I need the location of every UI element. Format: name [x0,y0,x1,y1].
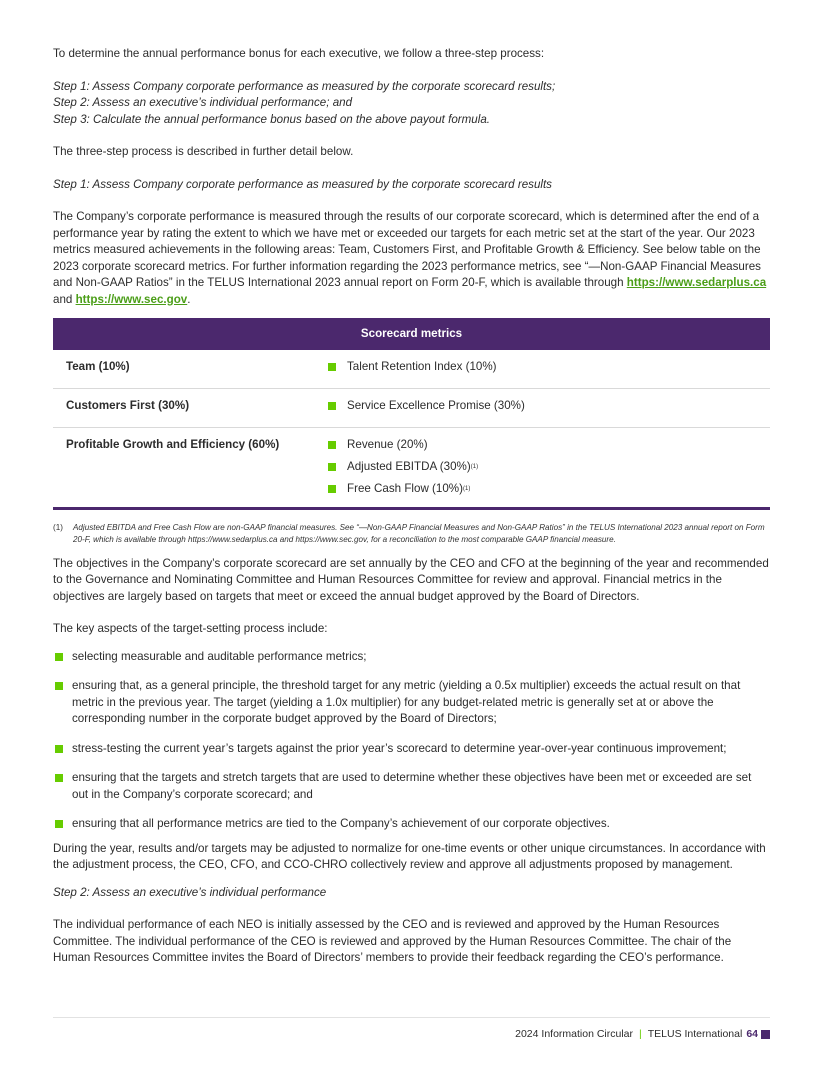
bullet-square-icon [55,774,63,782]
link-and: and [53,292,73,306]
metric-item: Adjusted EBITDA (30%) (1) [328,456,770,478]
list-item-text: stress-testing the current year’s targets against the prior year’s scorecard to determine year-over-year continuous improvement; [72,741,727,755]
list-item-text: ensuring that, as a general principle, the threshold target for any metric (yielding a 0.5x multiplier) exceeds the actual result on that metric in the previous year. The target (yielding a 1.0x multiplier) for any budget-related metric is generally set at or above the corresponding number in the corporate budget approved by the Board of Directors; [72,679,741,726]
bullet-square-icon [328,485,336,493]
key-aspects-intro: The key aspects of the target-setting process include: [53,622,328,636]
page-number: 64 [746,1028,758,1040]
list-item-text: selecting measurable and auditable performance metrics; [72,649,367,663]
footer-company: TELUS International [647,1028,743,1040]
footnote-text: Adjusted EBITDA and Free Cash Flow are non-GAAP financial measures. See “—Non-GAAP Financial Measures and Non-GAAP Ratios” in the TELUS International 2023 annual report on Form 20-F, which is available through https://www.sedarplus.ca and https://www.sec.gov, for a reconciliation to the most comparable GAAP financial measure. [73,523,765,545]
list-item [53,649,770,666]
step2-heading: Step 2: Assess an executive’s individual performance [53,885,327,899]
category-customers-first: Customers First (30%) [53,389,328,428]
link-end: . [187,292,191,306]
list-item [53,741,770,758]
metric-item: Free Cash Flow (10%) (1) [328,478,770,500]
step1-paragraph [53,209,770,308]
metric-item [328,434,770,456]
metric-label: Free Cash Flow (10%) [347,481,463,495]
adjustment-paragraph: During the year, results and/or targets may be adjusted to normalize for one-time events or other unique circumstances. In accordance with the adjustment process, the CEO, CFO, and CCO-CHRO collectively review and approve all adjustments proposed by management. [53,841,766,872]
step-3-line: Step 3: Calculate the annual performance bonus based on the above payout formula. [53,112,490,126]
step-2-line: Step 2: Assess an executive’s individual performance; and [53,96,353,109]
scorecard-header: Scorecard metrics [53,318,770,350]
category-team: Team (10%) [53,350,328,389]
list-item-text: ensuring that all performance metrics are tied to the Company’s achievement of our corporate objectives. [72,817,610,831]
step2-paragraph: The individual performance of each NEO is initially assessed by the CEO and is reviewed and approved by the Human Resources Committee. The individual performance of the CEO is reviewed and approved by the Human Resources Committee. The chair of the Human Resources Committee invites the Board of Directors’ members to provide their feedback regarding the CEO’s performance. [53,918,732,965]
bullet-square-icon [328,402,336,410]
step1-paragraph-text: The Company’s corporate performance is measured through the results of our corporate scorecard, which is determined after the end of a performance year by rating the extent to which we have met or exceeded our targets for each metric set at the start of the year. Our 2023 metrics measured achievements in the following areas: Team, Customers First, and Profitable Growth & Efficiency. See below table on the 2023 corporate scorecard metrics. For further information regarding the 2023 performance metrics, see “—Non-GAAP Financial Measures and Non-GAAP Ratios” in the TELUS International 2023 annual report on Form 20-F, which is available through [53,210,761,289]
metrics-cell [328,350,770,389]
category-profitable-growth: Profitable Growth and Efficiency (60%) [53,428,328,509]
list-item [53,816,770,833]
metric-label: Revenue (20%) [347,437,428,451]
table-row [53,389,770,428]
table-row [53,428,770,509]
metric-item [328,356,770,378]
table-row [53,350,770,389]
step-1-line: Step 1: Assess Company corporate performance as measured by the corporate scorecard results; [53,79,556,93]
bullet-square-icon [328,463,336,471]
metrics-cell [328,389,770,428]
bullet-square-icon [55,653,63,661]
key-aspects-list [53,649,770,833]
objectives-paragraph: The objectives in the Company’s corporate scorecard are set annually by the CEO and CFO at the beginning of the year and recommended to the Governance and Nominating Committee and Human Resources Committee for review and approval. Financial metrics in the objectives are largely based on targets that meet or exceed the annual budget approved by the Board of Directors. [53,556,769,603]
three-step-note: The three-step process is described in further detail below. [53,145,354,158]
page-content [53,46,770,967]
metric-label: Adjusted EBITDA (30%) [347,459,471,473]
page-footer [515,1026,770,1043]
sedar-link[interactable]: https://www.sedarplus.ca [626,276,767,289]
list-item [53,678,770,728]
page-marker-icon [761,1030,770,1039]
metric-label: Talent Retention Index (10%) [347,359,497,373]
bullet-square-icon [55,820,63,828]
steps-list [53,79,770,129]
scorecard-table [53,318,770,510]
list-item [53,770,770,803]
footer-separator: | [639,1028,642,1040]
intro-text: To determine the annual performance bonus for each executive, we follow a three-step process: [53,47,545,60]
footnote-number: (1) [53,523,63,532]
metric-label: Service Excellence Promise (30%) [347,398,525,412]
sec-link[interactable]: https://www.sec.gov [75,292,188,306]
bullet-square-icon [328,441,336,449]
bullet-square-icon [55,682,63,690]
bullet-square-icon [328,363,336,371]
metric-item [328,395,770,417]
footer-divider [53,1017,770,1018]
bullet-square-icon [55,745,63,753]
step1-heading: Step 1: Assess Company corporate performance as measured by the corporate scorecard results [53,177,552,191]
footnote [53,522,770,547]
metrics-cell [328,428,770,509]
list-item-text: ensuring that the targets and stretch targets that are used to determine whether these objectives have been met or exceeded are set out in the Company’s corporate scorecard; and [72,771,752,801]
footer-doc-title: 2024 Information Circular [515,1028,634,1040]
